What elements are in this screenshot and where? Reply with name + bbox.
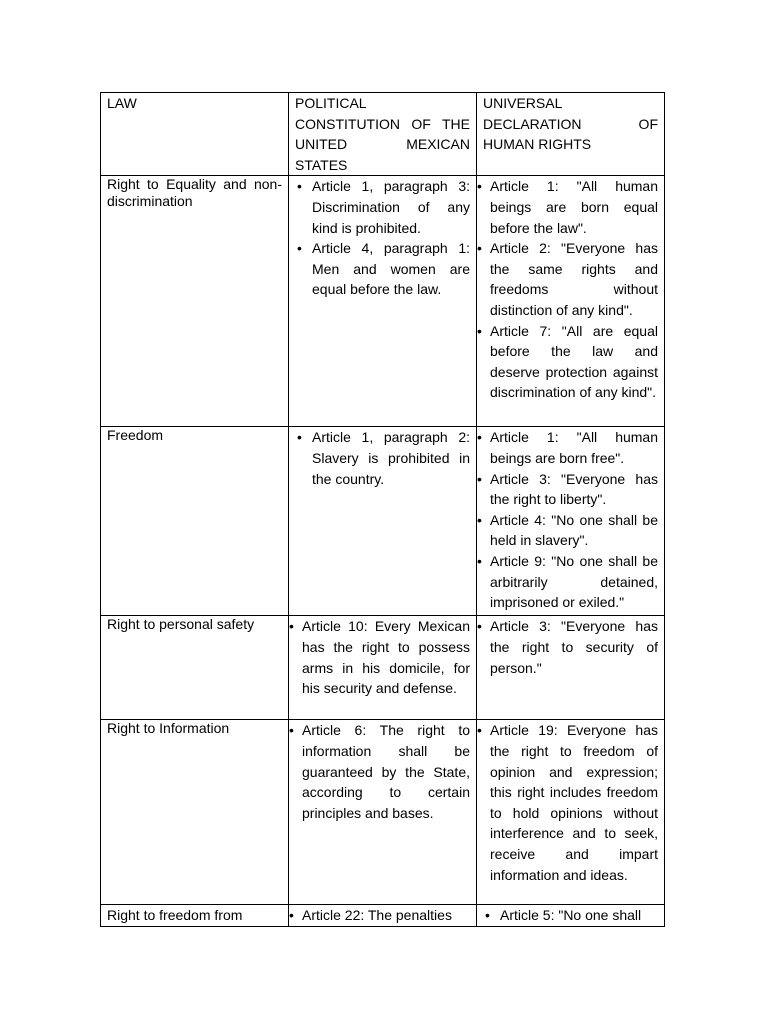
law-name: Right to Information (107, 720, 230, 737)
udhr-item: • Article 1: "All human beings are born equal before the law". (483, 176, 658, 238)
law-name: Right to personal safety (107, 616, 255, 633)
constitution-item: • Article 4, paragraph 1: Men and women are equal before the law. (295, 238, 470, 300)
law-cell (101, 905, 289, 927)
udhr-item: • Article 4: "No one shall be held in slavery". (483, 510, 658, 551)
law-cell (101, 427, 289, 616)
law-name: Freedom (107, 427, 164, 444)
constitution-item: • Article 10: Every Mexican has the right to possess arms in his domicile, for his security and defense. (295, 616, 470, 698)
constitution-cell (289, 616, 477, 720)
constitution-cell (289, 427, 477, 616)
constitution-list (295, 427, 470, 489)
rights-comparison-table (100, 92, 665, 927)
udhr-list (483, 720, 658, 885)
constitution-list (295, 905, 470, 926)
table-row (101, 616, 665, 720)
udhr-item: • Article 3: "Everyone has the right to security of person." (483, 616, 658, 678)
udhr-list (483, 905, 658, 926)
header-law: LAW (101, 93, 289, 176)
constitution-cell (289, 720, 477, 905)
constitution-item: • Article 1, paragraph 3: Discrimination of any kind is prohibited. (295, 176, 470, 238)
header-row (101, 93, 665, 176)
law-cell (101, 720, 289, 905)
udhr-list (483, 616, 658, 678)
table-row (101, 427, 665, 616)
law-cell (101, 176, 289, 427)
udhr-item: • Article 7: "All are equal before the law and deserve protection against discrimination of any kind". (483, 321, 658, 403)
udhr-item: • Article 5: "No one shall (483, 905, 658, 926)
constitution-cell (289, 176, 477, 427)
constitution-item: • Article 6: The right to information shall be guaranteed by the State, according to certain principles and bases. (295, 720, 470, 823)
constitution-list (295, 176, 470, 300)
law-name: Right to freedom from (107, 907, 243, 924)
udhr-item: • Article 19: Everyone has the right to freedom of opinion and expression; this right includes freedom to hold opinions without interference and to seek, receive and impart information and ideas. (483, 720, 658, 885)
udhr-cell (477, 720, 665, 905)
table-row (101, 720, 665, 905)
constitution-item: • Article 1, paragraph 2: Slavery is prohibited in the country. (295, 427, 470, 489)
table-row (101, 176, 665, 427)
udhr-cell (477, 616, 665, 720)
udhr-item: • Article 1: "All human beings are born free". (483, 427, 658, 468)
udhr-list (483, 427, 658, 612)
udhr-item: • Article 2: "Everyone has the same rights and freedoms without distinction of any kind". (483, 238, 658, 320)
law-cell (101, 616, 289, 720)
udhr-list (483, 176, 658, 403)
header-constitution: POLITICAL CONSTITUTION OF THE UNITED MEXICAN STATES (289, 93, 477, 176)
udhr-item: • Article 3: "Everyone has the right to liberty". (483, 469, 658, 510)
table-row (101, 905, 665, 927)
header-udhr: UNIVERSAL DECLARATION OF HUMAN RIGHTS (477, 93, 665, 176)
law-name: Right to Equality and non-discrimination (107, 176, 282, 210)
udhr-item: • Article 9: "No one shall be arbitrarily detained, imprisoned or exiled." (483, 551, 658, 613)
constitution-item: • Article 22: The penalties (295, 905, 470, 926)
udhr-cell (477, 176, 665, 427)
udhr-cell (477, 427, 665, 616)
constitution-list (295, 720, 470, 823)
udhr-cell (477, 905, 665, 927)
constitution-cell (289, 905, 477, 927)
constitution-list (295, 616, 470, 698)
